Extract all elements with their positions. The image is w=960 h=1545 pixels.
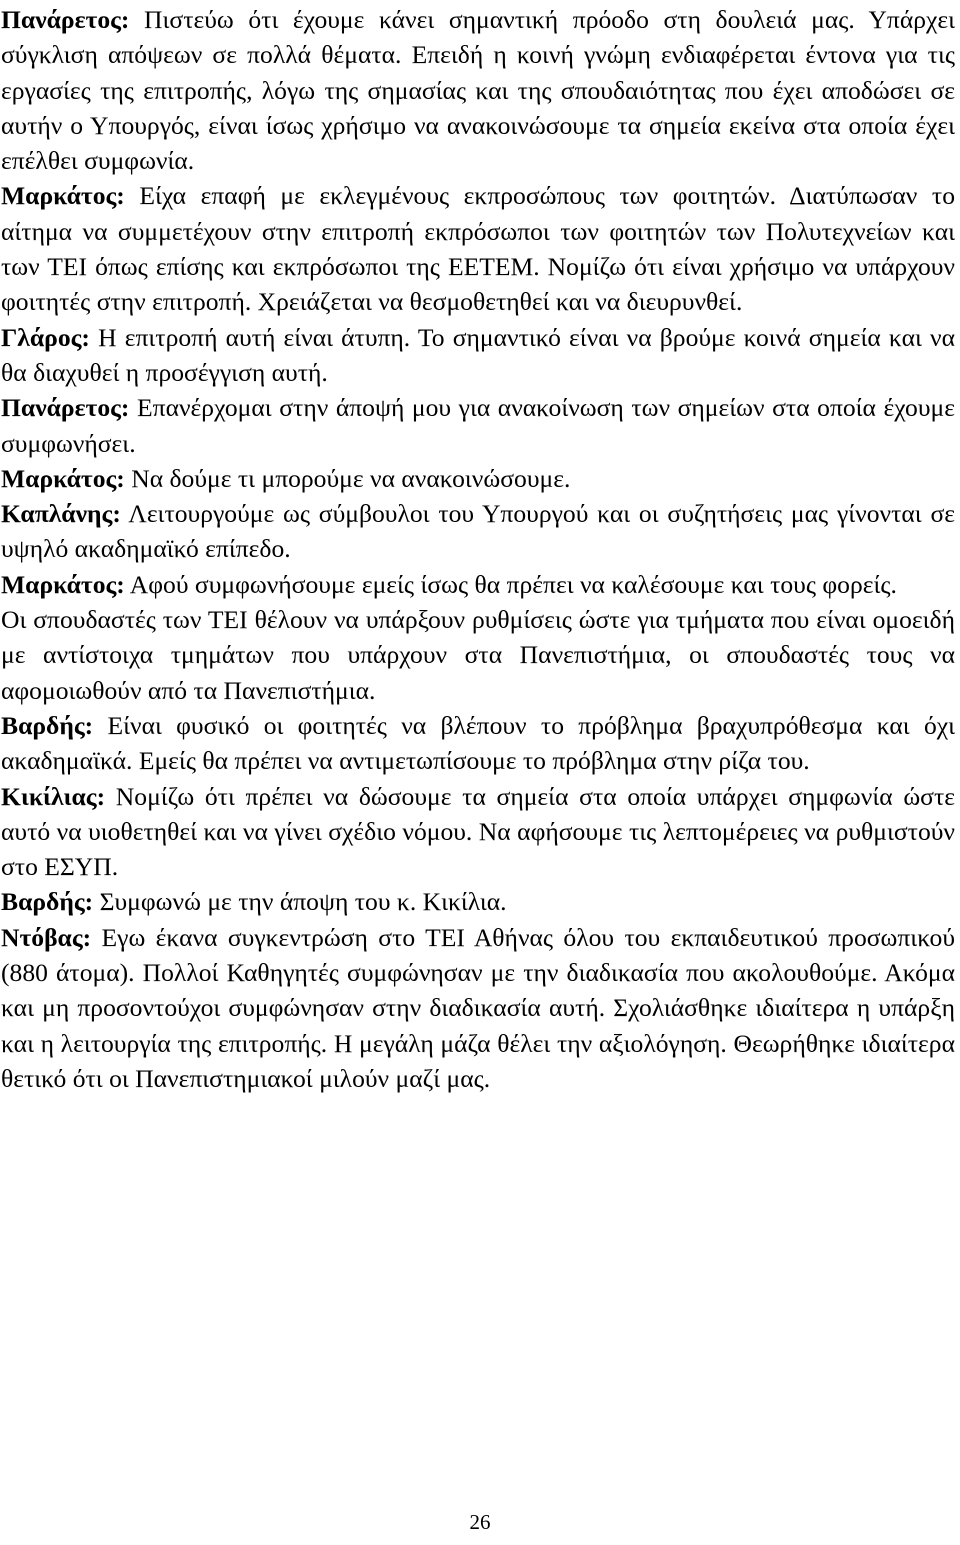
paragraph-text: Επανέρχομαι στην άποψή μου για ανακοίνωση των σημείων στα οποία έχουμε συμφωνήσει. [1, 393, 955, 458]
speaker-name: Ντόβας: [1, 922, 92, 952]
speaker-name: Πανάρετος: [1, 393, 130, 423]
speaker-name: Βαρδής: [1, 887, 94, 917]
speaker-name: Μαρκάτος: [1, 463, 125, 493]
paragraph-text: Είναι φυσικό οι φοιτητές να βλέπουν το πρόβλημα βραχυπρόθεσμα και όχι ακαδημαϊκά. Εμείς θα πρέπει να αντιμετωπίσουμε το πρόβλημα στην ρίζα του. [1, 710, 955, 776]
paragraph-text: Λειτουργούμε ως σύμβουλοι του Υπουργού και οι συζητήσεις μας γίνονται σε υψηλό ακαδημαϊκό επίπεδο. [1, 499, 955, 564]
paragraph-text: Πιστεύω ότι έχουμε κάνει σημαντική πρόοδο στη δουλειά μας. Υπάρχει σύγκλιση απόψεων σε πολλά θέματα. Επειδή η κοινή γνώμη ενδιαφέρεται έντονα για τις εργασίες της επιτροπής, λόγω της σημασίας και της σπουδαιότητας που έχει αποδώσει σε αυτήν ο Υπουργός, είναι ίσως χρήσιμο να ανακοινώσουμε τα σημεία εκείνα στα οποία έχει επέλθει συμφωνία. [1, 5, 955, 176]
paragraph-11 [1, 884, 955, 919]
page-number: 26 [469, 1510, 491, 1534]
paragraph-5 [1, 461, 955, 496]
paragraph-6 [1, 496, 955, 567]
paragraph-9 [1, 708, 955, 779]
paragraph-12 [1, 920, 955, 1096]
paragraph-text: Συμφωνώ με την άποψη του κ. Κικίλια. [93, 887, 507, 917]
speaker-name: Καπλάνης: [1, 499, 121, 529]
paragraph-7 [1, 567, 955, 602]
paragraph-8 [1, 602, 955, 708]
paragraph-text: Να δούμε τι μπορούμε να ανακοινώσουμε. [124, 463, 571, 493]
paragraph-10 [1, 779, 955, 885]
paragraph-text: Είχα επαφή με εκλεγμένους εκπροσώπους των φοιτητών. Διατύπωσαν το αίτημα να συμμετέχουν στην επιτροπή εκπρόσωποι των φοιτητών των Πολυτεχνείων και των ΤΕΙ όπως επίσης και εκπρόσωποι της ΕΕΤΕΜ. Νομίζω ότι είναι χρήσιμο να υπάρχουν φοιτητές στην επιτροπή. Χρειάζεται να θεσμοθετηθεί και να διευρυνθεί. [1, 181, 955, 317]
paragraph-text: Εγω έκανα συγκεντρώση στο ΤΕΙ Αθήνας όλου του εκπαιδευτικού προσωπικού (880 άτομα). Πολλοί Καθηγητές συμφώνησαν με την διαδικασία που ακολουθούμε. Ακόμα και μη προσοντούχοι συμφώνησαν στην διαδικασία αυτή. Σχολιάσθηκε ιδιαίτερα η υπάρξη και η λειτουργία της επιτροπής. Η μεγάλη μάζα θέλει την αξιολόγηση. Θεωρήθηκε ιδιαίτερα θετικό ότι οι Πανεπιστημιακοί μιλούν μαζί μας. [1, 922, 955, 1093]
speaker-name: Πανάρετος: [1, 5, 130, 34]
paragraph-text: Νομίζω ότι πρέπει να δώσουμε τα σημεία στα οποία υπάρχει σημφωνία ώστε αυτό να υιοθετηθεί και να γίνει σχέδιο νόμου. Να αφήσουμε τις λεπτομέρειες να ρυθμιστούν στο ΕΣΥΠ. [1, 781, 955, 882]
speaker-name: Γλάρος: [1, 322, 90, 352]
paragraph-text: Η επιτροπή αυτή είναι άτυπη. Το σημαντικό είναι να βρούμε κοινά σημεία και να θα διαχυθεί η προσέγγιση αυτή. [1, 322, 955, 387]
speaker-name: Κικίλιας: [1, 781, 106, 811]
paragraph-3 [1, 320, 955, 391]
speaker-name: Μαρκάτος: [1, 181, 125, 211]
paragraph-text: Αφού συμφωνήσουμε εμείς ίσως θα πρέπει να καλέσουμε και τους φορείς. [124, 569, 897, 599]
minutes-body [1, 2, 955, 1096]
paragraph-1 [1, 2, 955, 178]
paragraph-2 [1, 178, 955, 319]
speaker-name: Βαρδής: [1, 710, 94, 740]
speaker-name: Μαρκάτος: [1, 569, 125, 599]
paragraph-text: Οι σπουδαστές των ΤΕΙ θέλουν να υπάρξουν ρυθμίσεις ώστε για τμήματα που είναι ομοειδή με αντίστοιχα τμημάτων που υπάρχουν στα Πανεπιστήμια, οι σπουδαστές τους να αφομοιωθούν από τα Πανεπιστήμια. [1, 605, 955, 705]
paragraph-4 [1, 390, 955, 461]
